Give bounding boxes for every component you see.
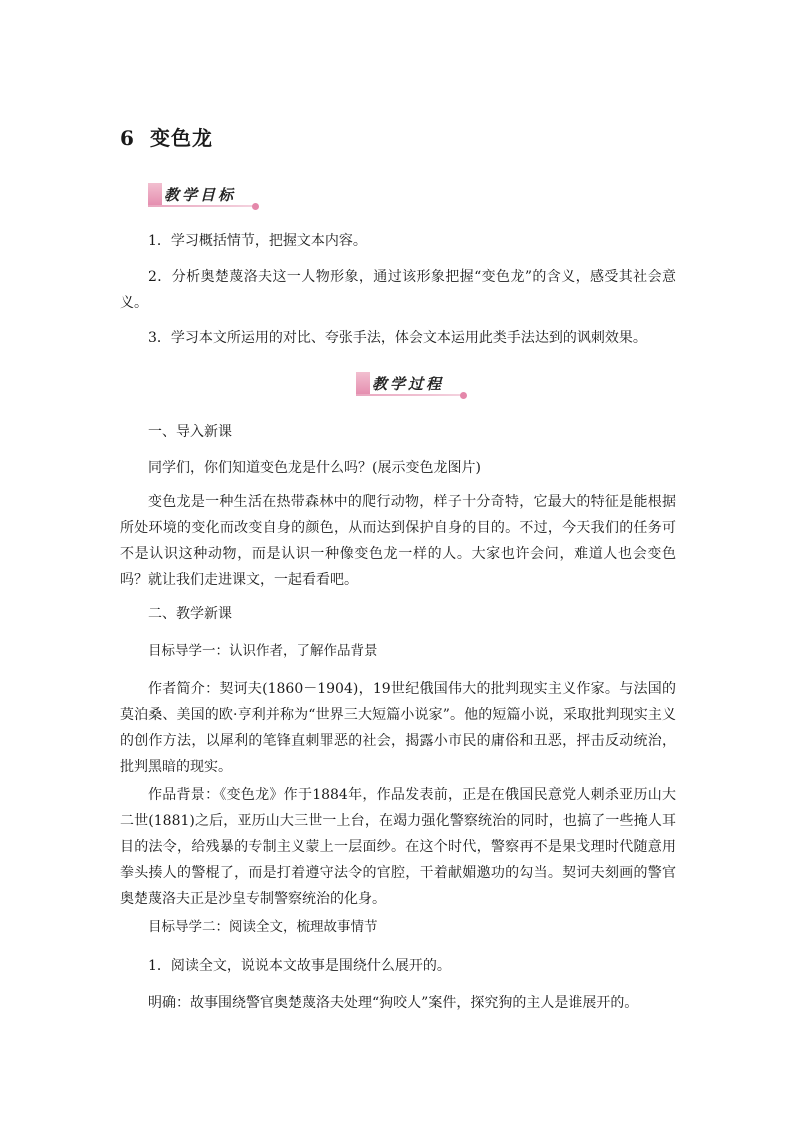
part1-heading: 一、导入新课 [148, 424, 232, 440]
header-accent-bar [148, 183, 162, 205]
header-underline [148, 205, 256, 207]
goal2-heading: 目标导学二：阅读全文，梳理故事情节 [148, 919, 378, 935]
work-background: 作品背景：《变色龙》作于1884年，作品发表前，正是在俄国民意党人刺杀亚历山大二世(1881)之后，亚历山大三世一上台，在竭力强化警察统治的同时，也搞了一些掩人耳目的法令，给残暴的专制主义蒙上一层面纱。在这个时代，警察再不是果戈理时代随意用拳头揍人的警棍了，而是打着遵守法令的官腔，干着献媚邀功的勾当。契诃夫刻画的警官奥楚蔑洛夫正是沙皇专制警察统治的化身。 [120, 787, 676, 907]
header-dot-icon [460, 392, 467, 399]
author-intro: 作者简介：契诃夫(1860－1904)，19世纪俄国伟大的批判现实主义作家。与法国的莫泊桑、美国的欧·亨利并称为“世界三大短篇小说家”。他的短篇小说，采取批判现实主义的创作方法，以犀利的笔锋直刺罪恶的社会，揭露小市民的庸俗和丑恶，抨击反动统治，批判黑暗的现实。 [120, 681, 676, 775]
answer-1: 明确：故事围绕警官奥楚蔑洛夫处理“狗咬人”案件，探究狗的主人是谁展开的。 [148, 995, 639, 1011]
goal-item-1: 1．学习概括情节，把握文本内容。 [148, 233, 367, 249]
header-underline [356, 394, 464, 396]
process-section-header [356, 372, 468, 398]
goals-section-header [148, 183, 260, 209]
lesson-number: 6 [120, 126, 135, 150]
header-dot-icon [252, 203, 259, 210]
lesson-name: 变色龙 [150, 126, 213, 150]
goals-header-label: 教学目标 [164, 186, 237, 204]
goal1-heading: 目标导学一：认识作者，了解作品背景 [148, 643, 378, 659]
goal-item-2: 2．分析奥楚蔑洛夫这一人物形象，通过该形象把握“变色龙”的含义，感受其社会意义。 [120, 269, 676, 311]
goal-item-3: 3．学习本文所运用的对比、夸张手法，体会文本运用此类手法达到的讽刺效果。 [148, 330, 647, 346]
task-1: 1．阅读全文，说说本文故事是围绕什么展开的。 [148, 958, 451, 974]
intro-question: 同学们，你们知道变色龙是什么吗？(展示变色龙图片) [148, 460, 481, 476]
process-header-label: 教学过程 [372, 375, 445, 393]
intro-text: 变色龙是一种生活在热带森林中的爬行动物，样子十分奇特，它最大的特征是能根据所处环境的变化而改变自身的颜色，从而达到保护自身的目的。不过，今天我们的任务可不是认识这种动物，而是认识一种像变色龙一样的人。大家也许会问，难道人也会变色吗？就让我们走进课文，一起看看吧。 [120, 494, 676, 588]
part2-heading: 二、教学新课 [148, 606, 232, 622]
lesson-title [120, 122, 213, 151]
header-accent-bar [356, 372, 370, 394]
